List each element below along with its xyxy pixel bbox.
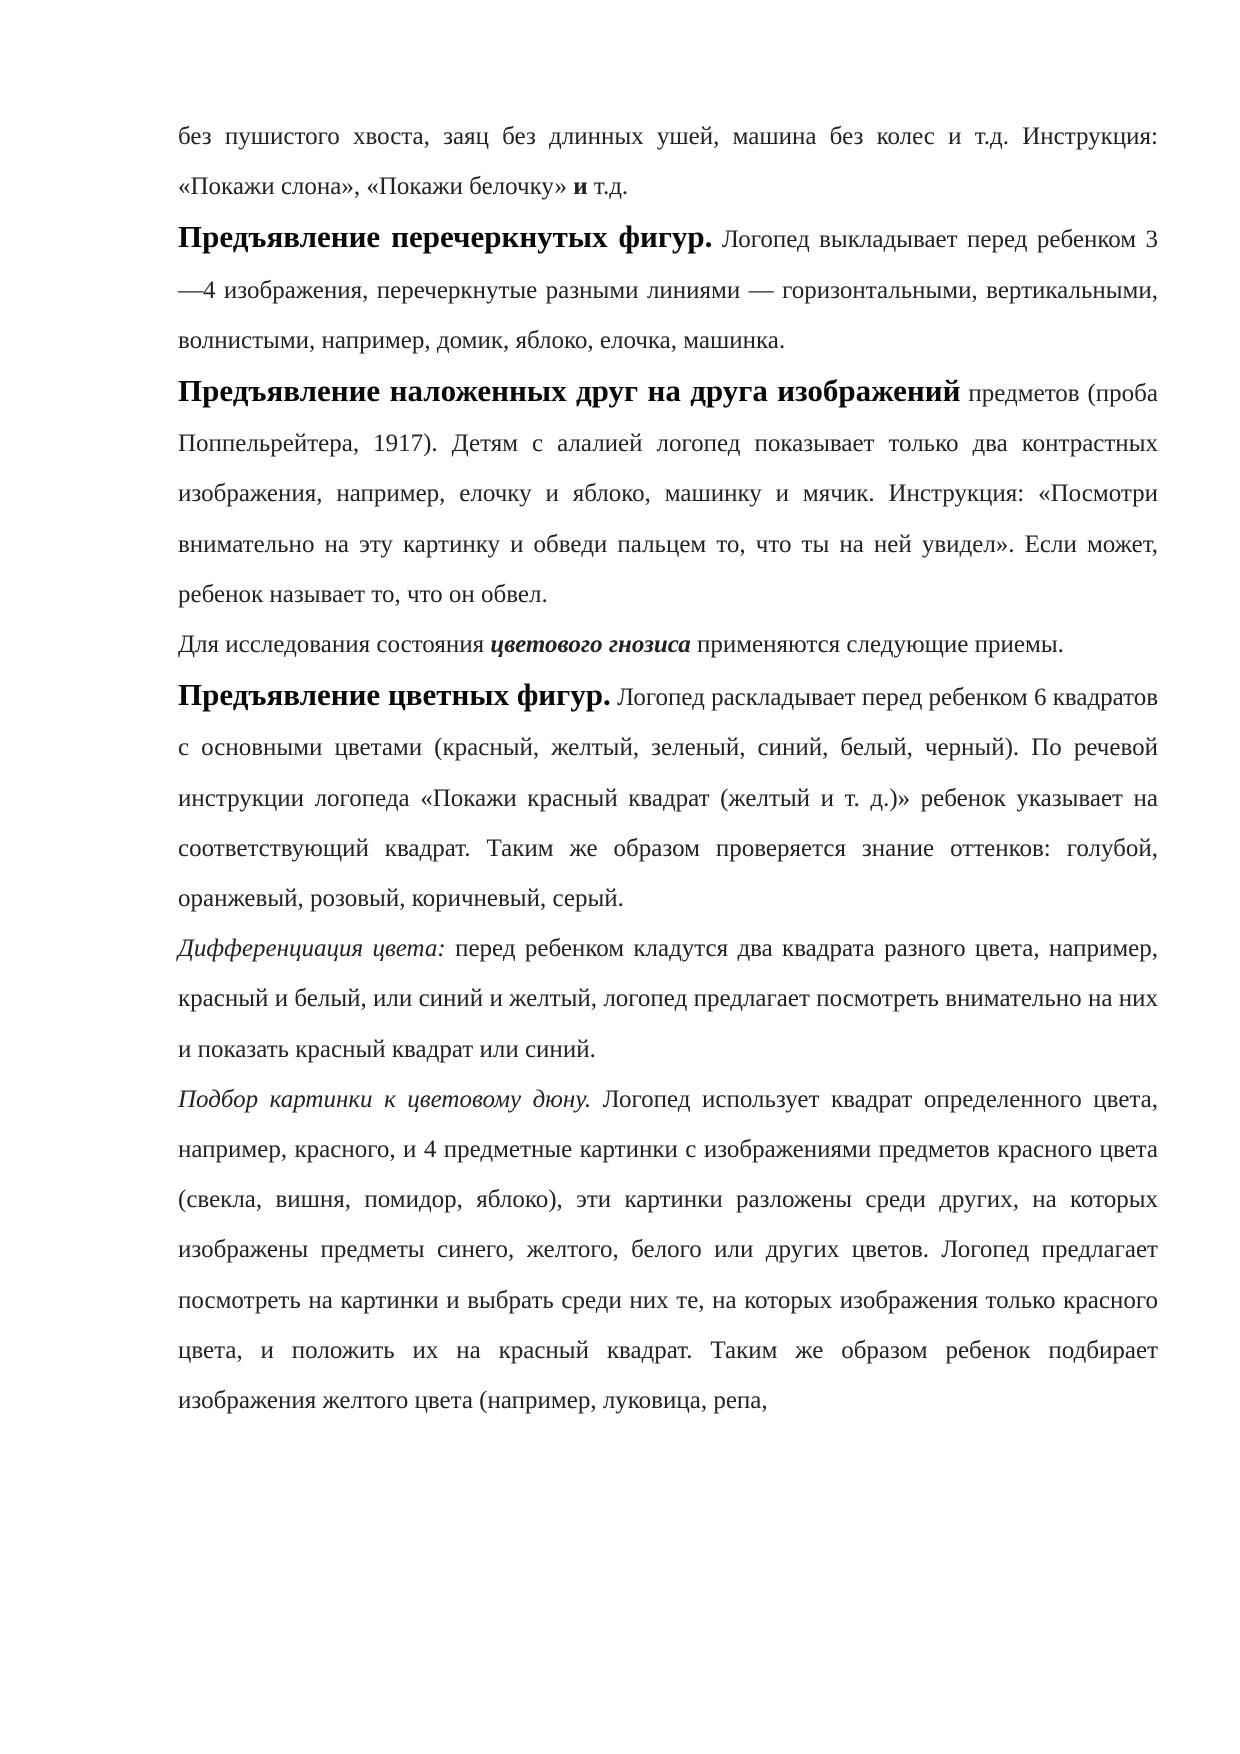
paragraph-1-text-a: без пушистого хвоста, заяц без длинных ушей, машина без колес и т.д. Инструкция: «Покажи слона», «Покажи белочку» — [178, 123, 1158, 201]
heading-colored-figures: Предъявление цветных фигур. — [178, 677, 611, 713]
paragraph-colored-figures-text: Логопед раскладывает перед ребенком 6 квадратов с основными цветами (красный, желтый, зеленый, синий, белый, черный). По речевой инструкции логопеда «Покажи красный квадрат (желтый и т. д.)» ребенок указывает на соответствующий квадрат. Таким же образом проверяется знание оттенков: голубой, оранжевый, розовый, коричневый, серый. — [178, 684, 1159, 913]
paragraph-crossed-figures — [178, 212, 1158, 366]
paragraph-1-bold-i: и — [573, 173, 588, 201]
paragraph-crossed-figures-text: Логопед выкладывает перед ребенком 3—4 изображения, перечеркнутые разными линиями — горизонтальными, вертикальными, волнистыми, например, домик, яблоко, елочка, машинка. — [178, 226, 1159, 354]
lead-picture-selection: Подбор картинки к цветовому дюну. — [178, 1085, 592, 1113]
lead-color-differentiation: Дифференциация цвета: — [178, 935, 446, 963]
paragraph-overlapping-images-text: предметов (проба Поппельрейтера, 1917). Детям с алалией логопед показывает только два контрастных изображения, например, елочку и яблоко, машинку и мячик. Инструкция: «Посмотри внимательно на эту картинку и обведи пальцем то, что ты на ней увидел». Если может, ребенок называет то, что он обвел. — [178, 380, 1159, 608]
paragraph-color-gnosis-text-a: Для исследования состояния — [178, 631, 491, 659]
paragraph-color-gnosis — [178, 620, 1158, 670]
emphasis-color-gnosis: цветового гнозиса — [490, 631, 691, 659]
paragraph-color-differentiation-text: перед ребенком кладутся два квадрата разного цвета, например, красный и белый, или синий и желтый, логопед предлагает посмотреть внимательно на них и показать красный квадрат или синий. — [178, 935, 1158, 1063]
paragraph-color-gnosis-text-b: применяются следующие приемы. — [690, 631, 1064, 659]
paragraph-1 — [178, 112, 1158, 212]
document-body — [178, 112, 1158, 1426]
paragraph-picture-selection-text: Логопед использует квадрат определенного цвета, например, красного, и 4 предметные картинки с изображениями предметов красного цвета (свекла, вишня, помидор, яблоко), эти картинки разложены среди других, на которых изображены предметы синего, желтого, белого или других цветов. Логопед предлагает посмотреть на картинки и выбрать среди них те, на которых изображения только красного цвета, и положить их на красный квадрат. Таким же образом ребенок подбирает изображения желтого цвета (например, луковица, репа, — [178, 1085, 1158, 1415]
paragraph-picture-selection — [178, 1075, 1158, 1426]
paragraph-color-differentiation — [178, 924, 1158, 1075]
paragraph-overlapping-images — [178, 366, 1158, 620]
paragraph-1-text-b: т.д. — [587, 173, 629, 201]
paragraph-colored-figures — [178, 670, 1158, 924]
heading-crossed-figures: Предъявление перечеркнутых фигур. — [178, 219, 713, 255]
heading-overlapping-images: Предъявление наложенных друг на друга изображений — [178, 373, 961, 409]
